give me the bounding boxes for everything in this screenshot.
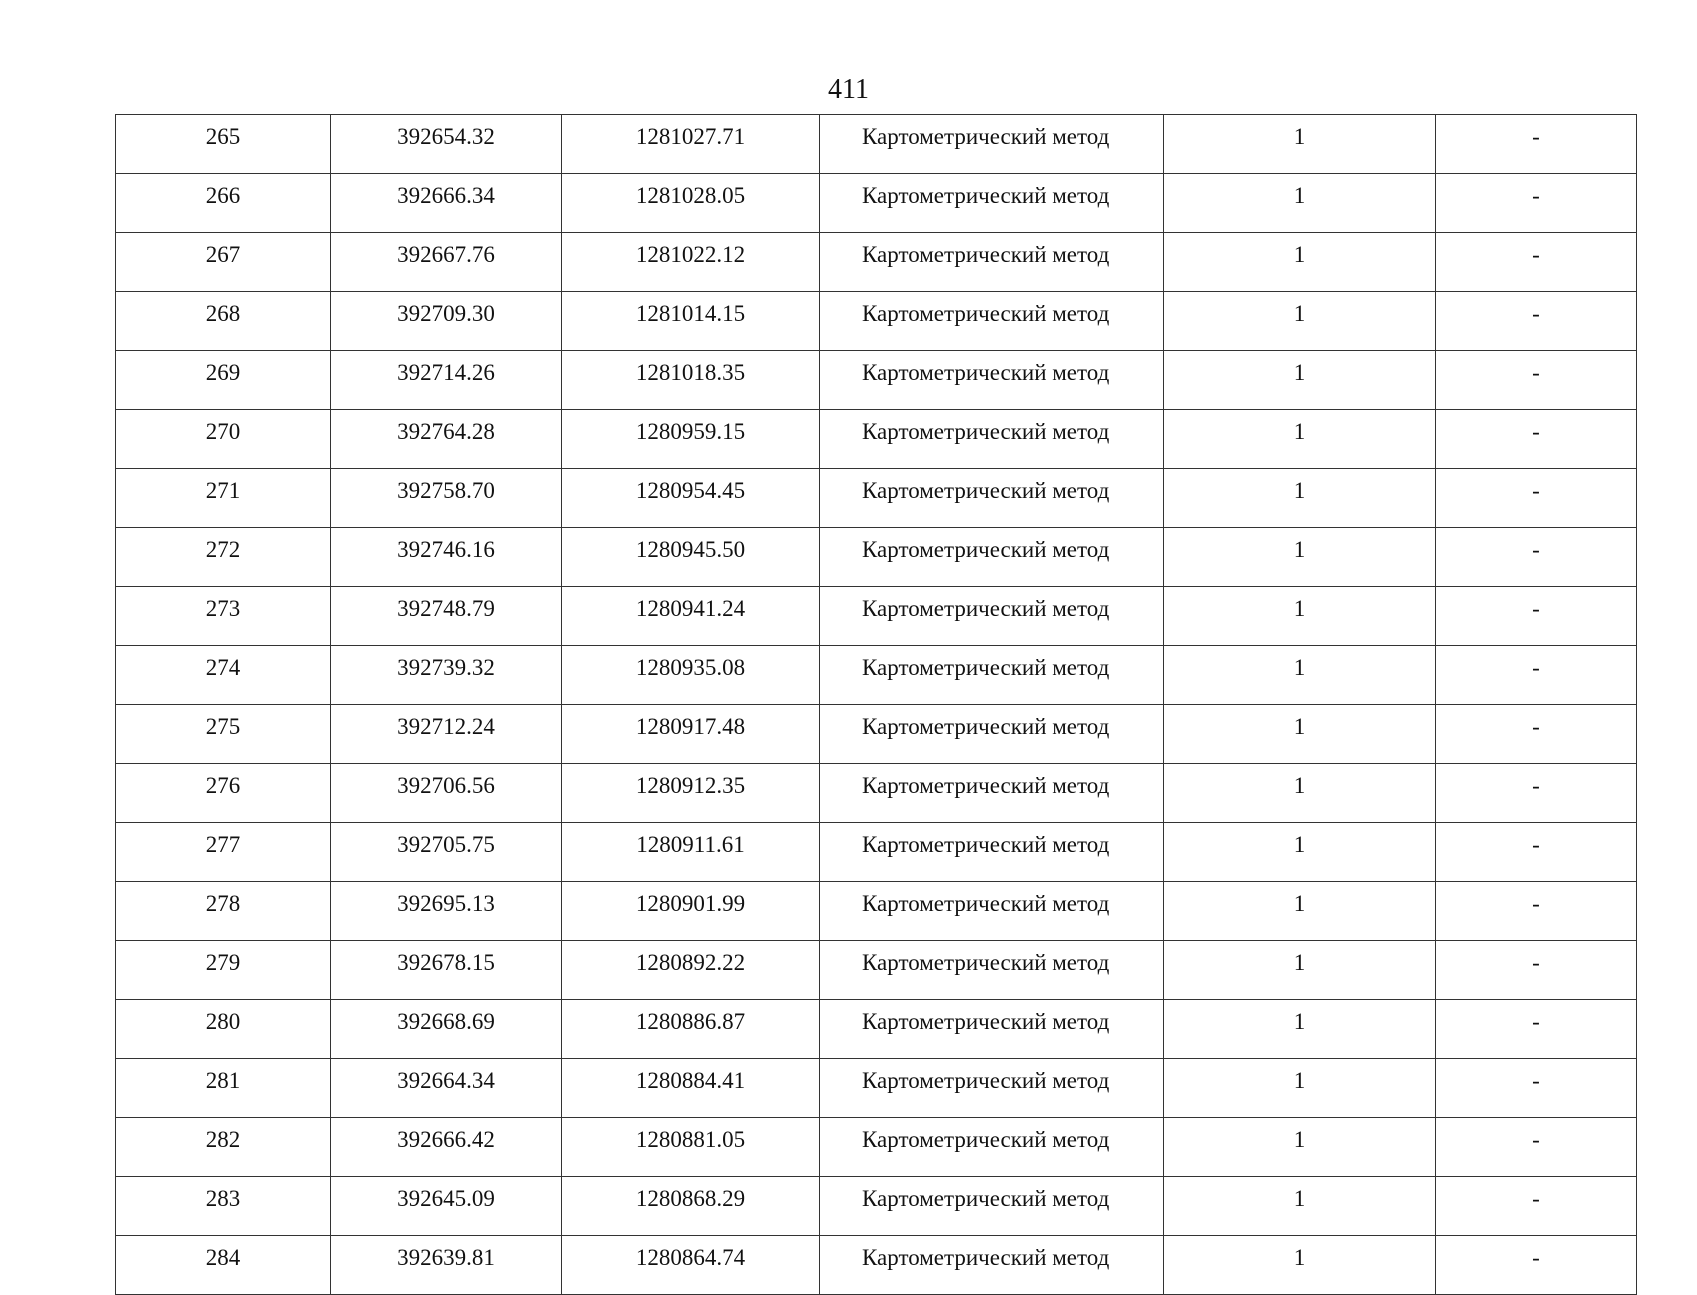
note-cell: - bbox=[1436, 1118, 1637, 1177]
accuracy-cell: 1 bbox=[1164, 174, 1436, 233]
point-number-cell: 266 bbox=[116, 174, 331, 233]
note-cell: - bbox=[1436, 1000, 1637, 1059]
accuracy-cell: 1 bbox=[1164, 1118, 1436, 1177]
table-row bbox=[116, 1059, 1637, 1118]
point-number-cell: 279 bbox=[116, 941, 331, 1000]
method-cell: Картометрический метод bbox=[820, 705, 1164, 764]
accuracy-cell: 1 bbox=[1164, 410, 1436, 469]
accuracy-cell: 1 bbox=[1164, 587, 1436, 646]
point-number-cell: 280 bbox=[116, 1000, 331, 1059]
accuracy-cell: 1 bbox=[1164, 351, 1436, 410]
table-row bbox=[116, 646, 1637, 705]
table-body bbox=[116, 115, 1637, 1295]
note-cell: - bbox=[1436, 115, 1637, 174]
x-coordinate-cell: 392746.16 bbox=[331, 528, 562, 587]
table-row bbox=[116, 705, 1637, 764]
point-number-cell: 282 bbox=[116, 1118, 331, 1177]
accuracy-cell: 1 bbox=[1164, 292, 1436, 351]
y-coordinate-cell: 1280881.05 bbox=[562, 1118, 820, 1177]
point-number-cell: 283 bbox=[116, 1177, 331, 1236]
table-row bbox=[116, 823, 1637, 882]
y-coordinate-cell: 1280941.24 bbox=[562, 587, 820, 646]
x-coordinate-cell: 392714.26 bbox=[331, 351, 562, 410]
y-coordinate-cell: 1280911.61 bbox=[562, 823, 820, 882]
method-cell: Картометрический метод bbox=[820, 1177, 1164, 1236]
x-coordinate-cell: 392654.32 bbox=[331, 115, 562, 174]
note-cell: - bbox=[1436, 646, 1637, 705]
method-cell: Картометрический метод bbox=[820, 528, 1164, 587]
x-coordinate-cell: 392758.70 bbox=[331, 469, 562, 528]
accuracy-cell: 1 bbox=[1164, 823, 1436, 882]
table-row bbox=[116, 410, 1637, 469]
x-coordinate-cell: 392666.42 bbox=[331, 1118, 562, 1177]
accuracy-cell: 1 bbox=[1164, 882, 1436, 941]
y-coordinate-cell: 1280959.15 bbox=[562, 410, 820, 469]
method-cell: Картометрический метод bbox=[820, 587, 1164, 646]
note-cell: - bbox=[1436, 882, 1637, 941]
accuracy-cell: 1 bbox=[1164, 705, 1436, 764]
accuracy-cell: 1 bbox=[1164, 115, 1436, 174]
table-row bbox=[116, 941, 1637, 1000]
method-cell: Картометрический метод bbox=[820, 882, 1164, 941]
y-coordinate-cell: 1280935.08 bbox=[562, 646, 820, 705]
accuracy-cell: 1 bbox=[1164, 941, 1436, 1000]
point-number-cell: 277 bbox=[116, 823, 331, 882]
table-row bbox=[116, 1236, 1637, 1295]
accuracy-cell: 1 bbox=[1164, 233, 1436, 292]
point-number-cell: 271 bbox=[116, 469, 331, 528]
y-coordinate-cell: 1281027.71 bbox=[562, 115, 820, 174]
note-cell: - bbox=[1436, 1177, 1637, 1236]
x-coordinate-cell: 392668.69 bbox=[331, 1000, 562, 1059]
x-coordinate-cell: 392739.32 bbox=[331, 646, 562, 705]
x-coordinate-cell: 392695.13 bbox=[331, 882, 562, 941]
point-number-cell: 269 bbox=[116, 351, 331, 410]
point-number-cell: 284 bbox=[116, 1236, 331, 1295]
method-cell: Картометрический метод bbox=[820, 410, 1164, 469]
note-cell: - bbox=[1436, 587, 1637, 646]
coordinates-table bbox=[115, 114, 1637, 1295]
note-cell: - bbox=[1436, 528, 1637, 587]
table-row bbox=[116, 587, 1637, 646]
table-row bbox=[116, 233, 1637, 292]
note-cell: - bbox=[1436, 705, 1637, 764]
method-cell: Картометрический метод bbox=[820, 1118, 1164, 1177]
y-coordinate-cell: 1280912.35 bbox=[562, 764, 820, 823]
table-row bbox=[116, 115, 1637, 174]
y-coordinate-cell: 1281028.05 bbox=[562, 174, 820, 233]
table-row bbox=[116, 764, 1637, 823]
x-coordinate-cell: 392664.34 bbox=[331, 1059, 562, 1118]
x-coordinate-cell: 392709.30 bbox=[331, 292, 562, 351]
note-cell: - bbox=[1436, 410, 1637, 469]
point-number-cell: 278 bbox=[116, 882, 331, 941]
accuracy-cell: 1 bbox=[1164, 764, 1436, 823]
point-number-cell: 274 bbox=[116, 646, 331, 705]
table-row bbox=[116, 292, 1637, 351]
note-cell: - bbox=[1436, 1059, 1637, 1118]
method-cell: Картометрический метод bbox=[820, 233, 1164, 292]
x-coordinate-cell: 392764.28 bbox=[331, 410, 562, 469]
note-cell: - bbox=[1436, 823, 1637, 882]
point-number-cell: 281 bbox=[116, 1059, 331, 1118]
point-number-cell: 276 bbox=[116, 764, 331, 823]
y-coordinate-cell: 1280884.41 bbox=[562, 1059, 820, 1118]
accuracy-cell: 1 bbox=[1164, 528, 1436, 587]
accuracy-cell: 1 bbox=[1164, 646, 1436, 705]
note-cell: - bbox=[1436, 233, 1637, 292]
point-number-cell: 268 bbox=[116, 292, 331, 351]
x-coordinate-cell: 392712.24 bbox=[331, 705, 562, 764]
note-cell: - bbox=[1436, 1236, 1637, 1295]
method-cell: Картометрический метод bbox=[820, 292, 1164, 351]
y-coordinate-cell: 1280954.45 bbox=[562, 469, 820, 528]
method-cell: Картометрический метод bbox=[820, 174, 1164, 233]
note-cell: - bbox=[1436, 292, 1637, 351]
table-row bbox=[116, 174, 1637, 233]
method-cell: Картометрический метод bbox=[820, 115, 1164, 174]
point-number-cell: 267 bbox=[116, 233, 331, 292]
y-coordinate-cell: 1281014.15 bbox=[562, 292, 820, 351]
y-coordinate-cell: 1280892.22 bbox=[562, 941, 820, 1000]
x-coordinate-cell: 392705.75 bbox=[331, 823, 562, 882]
point-number-cell: 272 bbox=[116, 528, 331, 587]
y-coordinate-cell: 1281018.35 bbox=[562, 351, 820, 410]
table-row bbox=[116, 882, 1637, 941]
accuracy-cell: 1 bbox=[1164, 1236, 1436, 1295]
x-coordinate-cell: 392748.79 bbox=[331, 587, 562, 646]
note-cell: - bbox=[1436, 174, 1637, 233]
table-row bbox=[116, 469, 1637, 528]
method-cell: Картометрический метод bbox=[820, 1000, 1164, 1059]
note-cell: - bbox=[1436, 351, 1637, 410]
method-cell: Картометрический метод bbox=[820, 351, 1164, 410]
method-cell: Картометрический метод bbox=[820, 1236, 1164, 1295]
x-coordinate-cell: 392645.09 bbox=[331, 1177, 562, 1236]
page-number: 411 bbox=[828, 74, 869, 105]
method-cell: Картометрический метод bbox=[820, 941, 1164, 1000]
method-cell: Картометрический метод bbox=[820, 764, 1164, 823]
method-cell: Картометрический метод bbox=[820, 646, 1164, 705]
y-coordinate-cell: 1280901.99 bbox=[562, 882, 820, 941]
table-row bbox=[116, 1000, 1637, 1059]
point-number-cell: 273 bbox=[116, 587, 331, 646]
point-number-cell: 275 bbox=[116, 705, 331, 764]
x-coordinate-cell: 392678.15 bbox=[331, 941, 562, 1000]
accuracy-cell: 1 bbox=[1164, 1000, 1436, 1059]
method-cell: Картометрический метод bbox=[820, 1059, 1164, 1118]
table-row bbox=[116, 1118, 1637, 1177]
y-coordinate-cell: 1281022.12 bbox=[562, 233, 820, 292]
accuracy-cell: 1 bbox=[1164, 1059, 1436, 1118]
point-number-cell: 265 bbox=[116, 115, 331, 174]
y-coordinate-cell: 1280886.87 bbox=[562, 1000, 820, 1059]
note-cell: - bbox=[1436, 469, 1637, 528]
note-cell: - bbox=[1436, 764, 1637, 823]
y-coordinate-cell: 1280864.74 bbox=[562, 1236, 820, 1295]
x-coordinate-cell: 392666.34 bbox=[331, 174, 562, 233]
x-coordinate-cell: 392639.81 bbox=[331, 1236, 562, 1295]
accuracy-cell: 1 bbox=[1164, 1177, 1436, 1236]
table-row bbox=[116, 528, 1637, 587]
table-row bbox=[116, 1177, 1637, 1236]
y-coordinate-cell: 1280868.29 bbox=[562, 1177, 820, 1236]
method-cell: Картометрический метод bbox=[820, 469, 1164, 528]
note-cell: - bbox=[1436, 941, 1637, 1000]
y-coordinate-cell: 1280945.50 bbox=[562, 528, 820, 587]
x-coordinate-cell: 392667.76 bbox=[331, 233, 562, 292]
method-cell: Картометрический метод bbox=[820, 823, 1164, 882]
point-number-cell: 270 bbox=[116, 410, 331, 469]
y-coordinate-cell: 1280917.48 bbox=[562, 705, 820, 764]
accuracy-cell: 1 bbox=[1164, 469, 1436, 528]
x-coordinate-cell: 392706.56 bbox=[331, 764, 562, 823]
table-row bbox=[116, 351, 1637, 410]
